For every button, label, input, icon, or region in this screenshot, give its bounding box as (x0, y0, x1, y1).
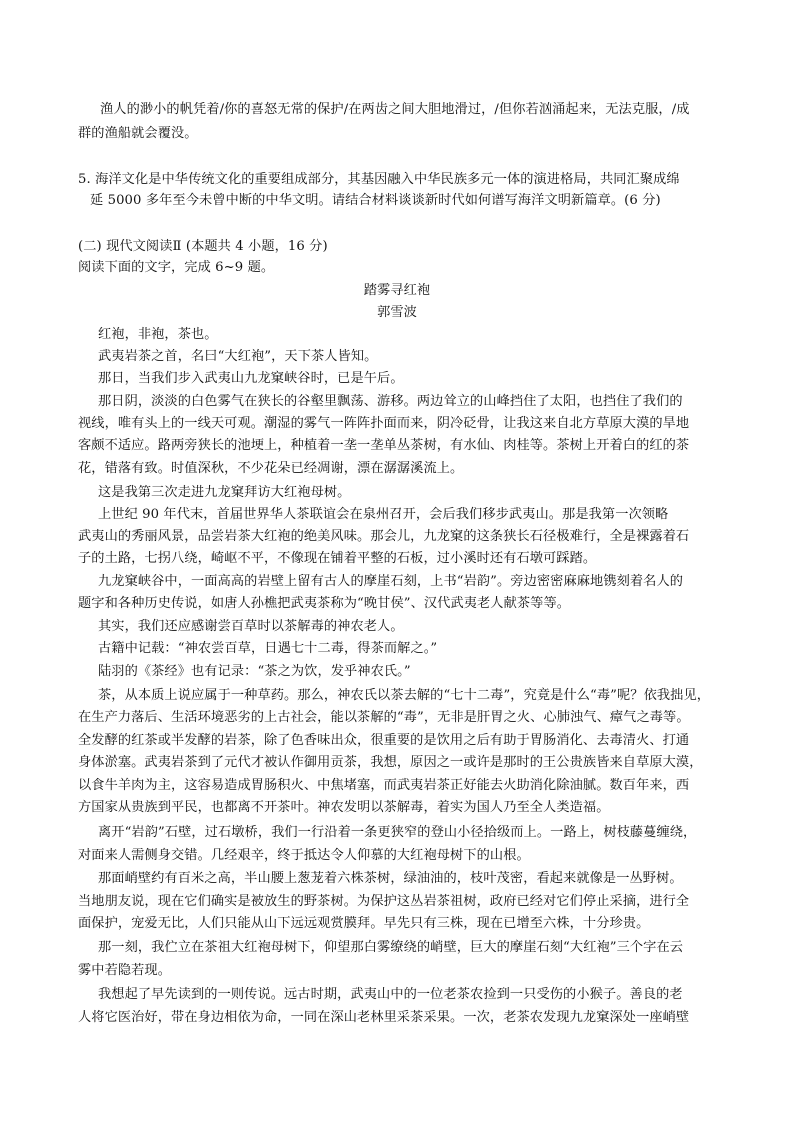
body-line: 我想起了早先读到的一则传说。远古时期，武夷山中的一位老茶农捡到一只受伤的小猴子。善良的老 (98, 987, 683, 1002)
body-line: 在生产力落后、生活环境恶劣的上古社会，能以茶解的“毒”，无非是肝胃之火、心肺浊气、瘴气之毒等。 (78, 710, 690, 725)
body-line: 九龙窠峡谷中，一面高高的岩壁上留有古人的摩崖石刻，上书“岩韵”。旁边密密麻麻地镌刻着名人的 (98, 574, 684, 589)
body-line: 身体淤塞。武夷岩茶到了元代才被认作御用贡茶，我想，原因之一或许是那时的王公贵族皆来自草原大漠， (78, 755, 703, 770)
body-line: 客颇不适应。路两旁狭长的池埂上，种植着一垄一垄单丛茶树，有水仙、肉桂等。茶树上开着白的红的茶 (78, 438, 690, 453)
body-line: 题字和各种历史传说，如唐人孙樵把武夷茶称为“晚甘侯”、汉代武夷老人献茶等等。 (78, 596, 571, 611)
body-line: 其实，我们还应感谢尝百草时以茶解毒的神农老人。 (98, 619, 404, 634)
reading-instruction: 阅读下面的文字，完成 6~9 题。 (78, 260, 275, 275)
body-line: 那面峭壁约有百米之高，半山腰上葱茏着六株茶树，绿油油的，枝叶茂密，看起来就像是一丛野树。 (98, 871, 683, 886)
body-line: 上世纪 90 年代末，首届世界华人茶联谊会在泉州召开，会后我们移步武夷山。那是我第一次领略 (98, 507, 669, 522)
body-line: 雾中若隐若现。 (78, 963, 172, 978)
body-line: 方国家从贵族到平民，也都离不开茶叶。神农发明以茶解毒，着实为国人乃至全人类造福。 (78, 800, 610, 815)
body-line: 陆羽的《茶经》也有记录：“茶之为饮，发乎神农氏。” (98, 664, 411, 679)
body-line: 那日阴，淡淡的白色雾气在狭长的谷壑里飘荡、游移。两边耸立的山峰挡住了太阳，也挡住了我们的 (98, 394, 683, 409)
body-line: 面保护，宠爱无比，人们只能从山下远远观赏膜拜。早先只有三株，现在已增至六株，十分珍贵。 (78, 916, 650, 931)
body-line: 人将它医治好，带在身边相依为命，一同在深山老林里采茶采果。一次，老茶农发现九龙窠深处一座峭壁 (78, 1010, 690, 1025)
body-line: 红袍，非袍，茶也。 (98, 327, 218, 342)
question-5-line-1: 5. 海洋文化是中华传统文化的重要组成部分，其基因融入中华民族多元一体的演进格局，共同汇聚成绵 (78, 172, 680, 187)
article-author: 郭雪波 (377, 305, 417, 320)
body-line: 那日，当我们步入武夷山九龙窠峡谷时，已是午后。 (98, 371, 404, 386)
body-line: 离开“岩韵”石壁，过石墩桥，我们一行沿着一条更狭窄的登山小径拾级而上。一路上，树枝藤蔓缠绕， (98, 825, 697, 840)
article-title: 踏雾寻红袍 (363, 283, 431, 298)
section-heading: (二) 现代文阅读Ⅱ (本题共 4 小题，16 分) (78, 239, 328, 254)
body-line: 花，错落有致。时值深秋，不少花朵已经凋谢，漂在潺潺溪流上。 (78, 461, 464, 476)
body-line: 当地朋友说，现在它们确实是被放生的野茶树。为保护这丛岩茶祖树，政府已经对它们停止采摘，进行全 (78, 894, 690, 909)
body-line: 那一刻，我伫立在茶祖大红袍母树下，仰望那白雾缭绕的峭壁，巨大的摩崖石刻“大红袍”三个字在云 (98, 940, 684, 955)
body-line: 武夷山的秀丽风景，品尝岩茶大红袍的绝美风味。那会儿，九龙窠的这条狭长石径极难行，全是裸露着石 (78, 529, 690, 544)
body-line: 茶，从本质上说应属于一种草药。那么，神农氏以茶去解的“七十二毒”，究竟是什么“毒”呢？依我拙见， (98, 688, 711, 703)
poem-line-2: 群的渔船就会覆没。 (78, 126, 198, 141)
body-line: 武夷岩茶之首，名曰“大红袍”，天下茶人皆知。 (98, 349, 378, 364)
body-line: 古籍中记载：“神农尝百草，日遇七十二毒，得茶而解之。” (98, 641, 438, 656)
body-line: 以食牛羊肉为主，这容易造成胃肠积火、中焦堵塞，而武夷岩茶正好能去火助消化除油腻。数百年来，西 (78, 778, 690, 793)
body-line: 对面来人需侧身交错。几经艰辛，终于抵达令人仰慕的大红袍母树下的山根。 (78, 848, 530, 863)
poem-line-1: 渔人的渺小的帆凭着/你的喜怒无常的保护/在两齿之间大胆地滑过，/但你若汹涌起来，无法克服，/成 (100, 102, 690, 117)
body-line: 这是我第三次走进九龙窠拜访大红袍母树。 (98, 485, 351, 500)
body-line: 子的土路，七拐八绕，崎岖不平，不像现在铺着平整的石板，过小溪时还有石墩可踩踏。 (78, 551, 597, 566)
body-line: 视线，唯有头上的一线天可观。潮湿的雾气一阵阵扑面而来，阴冷砭骨，让我这来自北方草原大漠的旱地 (78, 416, 690, 431)
question-5-line-2: 延 5000 多年至今未曾中断的中华文明。请结合材料谈谈新时代如何谱写海洋文明新篇章。(6 分) (90, 193, 661, 208)
body-line: 全发酵的红茶或半发酵的岩茶，除了色香味出众，很重要的是饮用之后有助于胃肠消化、去毒清火、打通 (78, 733, 690, 748)
